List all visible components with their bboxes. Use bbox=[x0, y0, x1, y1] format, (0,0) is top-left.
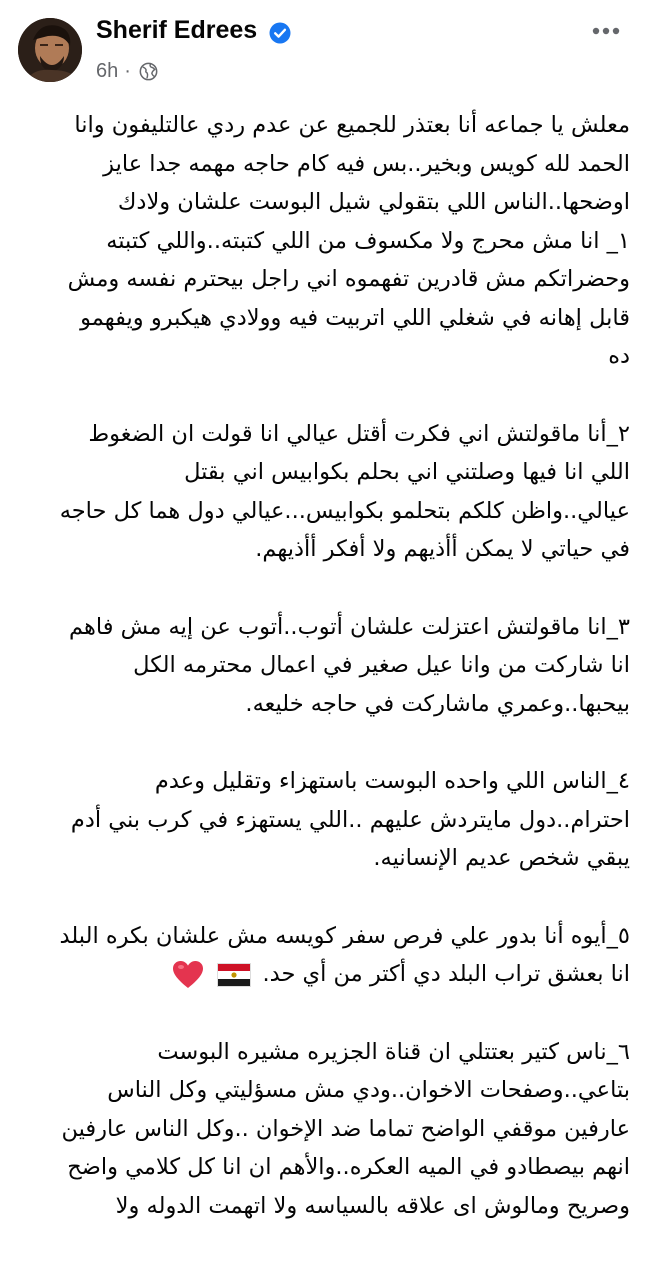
paragraph-point-2: ٢_أنا ماقولتش اني فكرت أقتل عيالي انا قولت ان الضغوط اللي انا فيها وصلتني اني بحلم بكوابيس اني بقتل عيالي..واظن كلكم بتحلمو بكوابيس...عيالي دول هما كل حاجه في حياتي لا يمكن أأذيهم ولا أفكر أأذيهم. bbox=[59, 420, 630, 562]
point-5-line-1: ٥_أيوه أنا بدور علي فرص سفر كويسه مش علشان بكره البلد bbox=[59, 922, 630, 949]
egypt-flag-icon bbox=[217, 963, 251, 987]
red-heart-icon bbox=[172, 960, 204, 990]
globe-icon bbox=[139, 62, 158, 81]
paragraph-intro-point-1: معلش يا جماعه أنا بعتذر للجميع عن عدم ردي عالتليفون وانا الحمد لله كويس وبخير..بس فيه كام حاجه مهمه جدا عايز اوضحها..الناس اللي بتقولي شيل البوست علشان ولادك ١_ انا مش محرج ولا مكسوف من اللي كتبته..واللي كتبته وحضراتكم مش قادرين تفهموه اني راجل بيحترم نفسه ومش قابل إهانه في شغلي اللي اتربيت فيه وولادي هيكبرو ويفهمو ده bbox=[67, 112, 630, 369]
meta-separator: · bbox=[124, 59, 131, 82]
more-options-icon[interactable] bbox=[588, 16, 624, 46]
avatar-photo bbox=[18, 18, 82, 82]
verified-badge-icon bbox=[269, 22, 291, 44]
author-avatar[interactable] bbox=[18, 18, 82, 82]
post-text bbox=[22, 106, 630, 1264]
paragraph-point-6: ٦_ناس كتير بعتتلي ان قناة الجزيره مشيره البوست بتاعي..وصفحات الاخوان..ودي مش مسؤليتي وكل الناس عارفين موقفي الواضح تماما ضد الإخوان ..وكل الناس عارفين انهم بيصطادو في الميه العكره..والأهم ان انا كل كلامي واضح وصريح ومالوش اى علاقه بالسياسه ولا اتهمت الدوله ولا bbox=[61, 1038, 630, 1219]
post-header bbox=[0, 0, 651, 100]
paragraph-point-5 bbox=[22, 917, 630, 994]
point-5-line-2 bbox=[22, 955, 630, 994]
post-time[interactable]: 6h bbox=[96, 59, 119, 82]
paragraph-point-4: ٤_الناس اللي واحده البوست باستهزاء وتقليل وعدم احترام..دول مايتردش عليهم ..اللي يستهزء في كرب بني أدم يبقي شخص عديم الإنسانيه. bbox=[70, 768, 630, 871]
post-meta bbox=[96, 58, 158, 84]
paragraph-point-3: ٣_انا ماقولتش اعتزلت علشان أتوب..أتوب عن إيه مش فاهم انا شاركت من وانا عيل صغير في اعمال محترمه الكل بيحبها..وعمري ماشاركت في حاجه خليعه. bbox=[69, 613, 630, 717]
point-5-line-2-text: انا بعشق تراب البلد دي أكتر من أي حد. bbox=[262, 961, 630, 987]
author-name[interactable]: Sherif Edrees bbox=[96, 16, 258, 44]
